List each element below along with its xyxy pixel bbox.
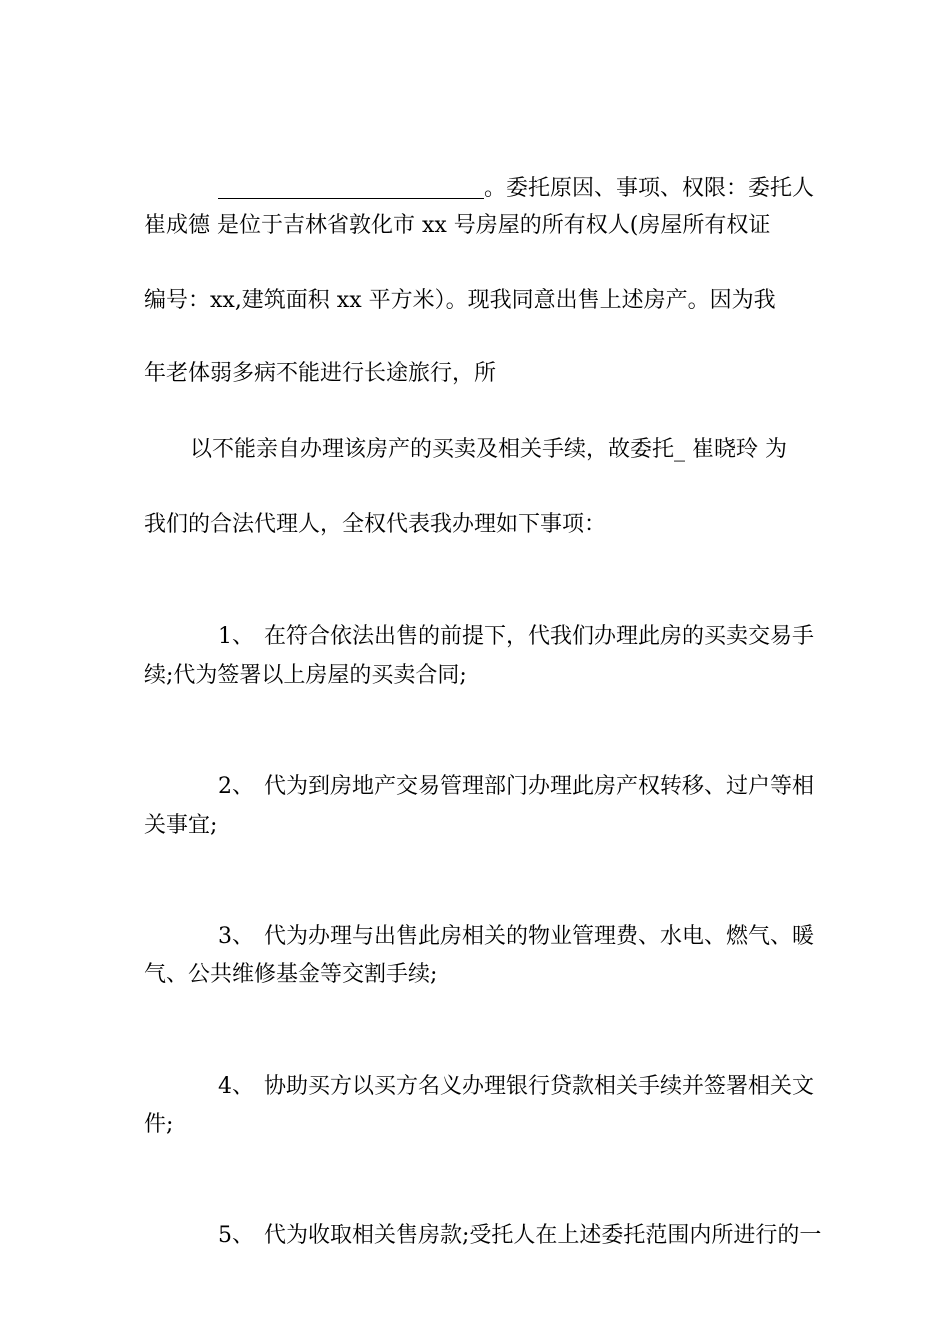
delegation-line-2: 我们的合法代理人，全权代表我办理如下事项： bbox=[144, 512, 607, 537]
item-2-line-1 bbox=[190, 733, 814, 799]
item-4-line-2: 件; bbox=[144, 1112, 174, 1137]
item-5-text: 代为收取相关售房款;受托人在上述委托范围内所进行的一 bbox=[263, 1223, 822, 1248]
fill-in-blank bbox=[218, 176, 484, 199]
item-2-text: 代为到房地产交易管理部门办理此房产权转移、过户等相 bbox=[263, 774, 814, 799]
item-5-number: 5、 bbox=[217, 1223, 254, 1248]
item-1-line-1 bbox=[190, 583, 814, 649]
item-2-number: 2、 bbox=[217, 774, 254, 799]
item-1-line-2: 续;代为签署以上房屋的买卖合同; bbox=[144, 663, 467, 688]
item-3-line-1 bbox=[190, 883, 814, 949]
intro-line-2: 崔成德 是位于吉林省敦化市 xx 号房屋的所有权人(房屋所有权证 bbox=[144, 213, 771, 238]
item-4-line-1 bbox=[190, 1033, 814, 1099]
intro-line-1 bbox=[190, 135, 814, 201]
intro-line-1-text: 。委托原因、事项、权限：委托人 bbox=[483, 176, 814, 201]
delegation-line-1: 以不能亲自办理该房产的买卖及相关手续，故委托_ 崔晓玲 为 bbox=[190, 437, 787, 462]
item-3-line-2: 气、公共维修基金等交割手续; bbox=[144, 962, 438, 987]
item-3-number: 3、 bbox=[217, 924, 254, 949]
item-2-line-2: 关事宜; bbox=[144, 813, 218, 838]
intro-line-4: 年老体弱多病不能进行长途旅行，所 bbox=[144, 361, 497, 386]
item-3-text: 代为办理与出售此房相关的物业管理费、水电、燃气、暖 bbox=[263, 924, 814, 949]
item-1-text: 在符合依法出售的前提下，代我们办理此房的买卖交易手 bbox=[263, 624, 814, 649]
item-4-text: 协助买方以买方名义办理银行贷款相关手续并签署相关文 bbox=[263, 1074, 814, 1099]
item-4-number: 4、 bbox=[217, 1074, 254, 1099]
intro-line-3: 编号：xx,建筑面积 xx 平方米）。现我同意出售上述房产。因为我 bbox=[144, 288, 776, 313]
item-5-line-1 bbox=[190, 1182, 822, 1248]
item-1-number: 1、 bbox=[217, 624, 254, 649]
